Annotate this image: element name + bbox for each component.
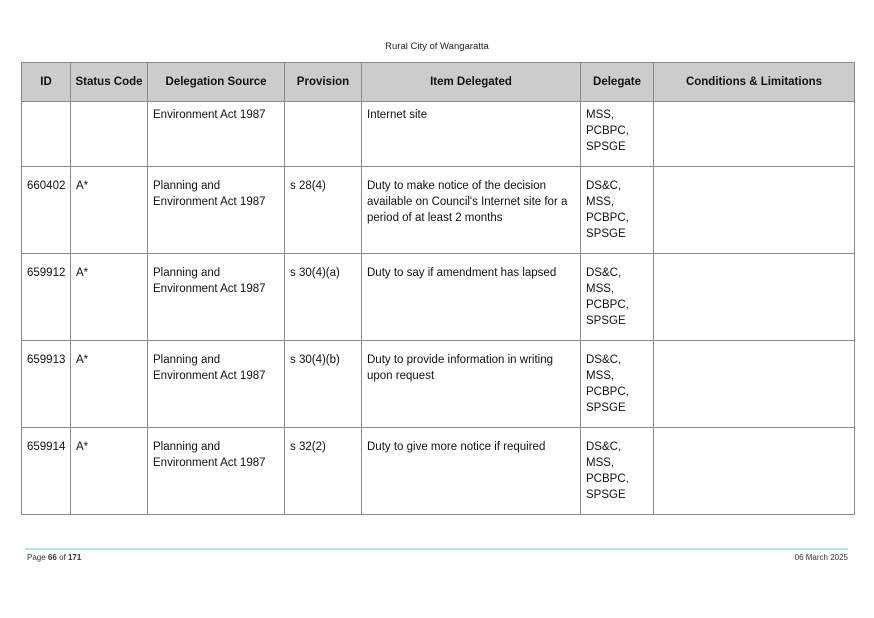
- page-of: of: [59, 553, 66, 562]
- cell-delegation-source: Planning and Environment Act 1987: [148, 341, 285, 428]
- cell-delegate: [581, 428, 654, 515]
- delegate-line: MSS,: [586, 109, 615, 121]
- cell-item-delegated: Duty to give more notice if required: [362, 428, 581, 515]
- cell-conditions: [654, 167, 855, 254]
- cell-id: 659914: [22, 428, 71, 515]
- column-header-item-delegated: Item Delegated: [362, 63, 581, 102]
- cell-id: 659912: [22, 254, 71, 341]
- cell-id: [22, 102, 71, 167]
- delegate-line: SPSGE: [586, 141, 626, 153]
- column-header-conditions: Conditions & Limitations: [654, 63, 855, 102]
- cell-delegation-source: Planning and Environment Act 1987: [148, 254, 285, 341]
- cell-delegate: [581, 341, 654, 428]
- cell-delegate: [581, 167, 654, 254]
- delegation-table: [21, 62, 855, 515]
- cell-status-code: A*: [71, 167, 148, 254]
- table-row: [22, 428, 855, 515]
- cell-delegation-source: Planning and Environment Act 1987: [148, 167, 285, 254]
- cell-provision: [285, 102, 362, 167]
- footer-divider: [25, 548, 848, 550]
- column-header-provision: Provision: [285, 63, 362, 102]
- delegate-line: PCBPC,: [586, 125, 629, 137]
- page-current: 66: [47, 553, 57, 562]
- table-row: [22, 254, 855, 341]
- cell-id: 659913: [22, 341, 71, 428]
- cell-delegation-source: Planning and Environment Act 1987: [148, 428, 285, 515]
- column-header-delegation-source: Delegation Source: [148, 63, 285, 102]
- cell-provision: s 30(4)(a): [285, 254, 362, 341]
- delegate-line: MSS,: [586, 196, 615, 208]
- delegate-line: DS&C,: [586, 441, 622, 453]
- cell-status-code: A*: [71, 428, 148, 515]
- cell-provision: s 30(4)(b): [285, 341, 362, 428]
- page-prefix: Page: [27, 553, 46, 562]
- cell-status-code: A*: [71, 341, 148, 428]
- page-number: [27, 553, 81, 562]
- delegate-line: MSS,: [586, 283, 615, 295]
- delegate-line: PCBPC,: [586, 473, 629, 485]
- cell-item-delegated: Internet site: [362, 102, 581, 167]
- cell-item-delegated: Duty to make notice of the decision available on Council's Internet site for a period of at least 2 months: [362, 167, 581, 254]
- cell-item-delegated: Duty to provide information in writing upon request: [362, 341, 581, 428]
- delegate-line: SPSGE: [586, 315, 626, 327]
- delegate-line: MSS,: [586, 457, 615, 469]
- cell-item-delegated: Duty to say if amendment has lapsed: [362, 254, 581, 341]
- delegate-line: PCBPC,: [586, 299, 629, 311]
- delegate-line: SPSGE: [586, 489, 626, 501]
- delegate-line: PCBPC,: [586, 212, 629, 224]
- cell-status-code: A*: [71, 254, 148, 341]
- cell-conditions: [654, 428, 855, 515]
- cell-provision: s 28(4): [285, 167, 362, 254]
- table-row: [22, 102, 855, 167]
- cell-conditions: [654, 102, 855, 167]
- cell-conditions: [654, 254, 855, 341]
- cell-status-code: [71, 102, 148, 167]
- cell-id: 660402: [22, 167, 71, 254]
- table-row: [22, 341, 855, 428]
- cell-provision: s 32(2): [285, 428, 362, 515]
- delegate-line: DS&C,: [586, 354, 622, 366]
- delegate-line: MSS,: [586, 370, 615, 382]
- cell-delegate: [581, 102, 654, 167]
- cell-delegate: [581, 254, 654, 341]
- document-date: 06 March 2025: [794, 553, 848, 562]
- delegate-line: SPSGE: [586, 402, 626, 414]
- column-header-status-code: Status Code: [71, 63, 148, 102]
- delegate-line: DS&C,: [586, 267, 622, 279]
- table-header-row: [22, 63, 855, 102]
- column-header-id: ID: [22, 63, 71, 102]
- table-row: [22, 167, 855, 254]
- cell-delegation-source: Environment Act 1987: [148, 102, 285, 167]
- delegate-line: PCBPC,: [586, 386, 629, 398]
- column-header-delegate: Delegate: [581, 63, 654, 102]
- cell-conditions: [654, 341, 855, 428]
- page-total: 171: [67, 553, 82, 562]
- delegate-line: SPSGE: [586, 228, 626, 240]
- organisation-header: Rural City of Wangaratta: [385, 41, 489, 52]
- delegate-line: DS&C,: [586, 180, 622, 192]
